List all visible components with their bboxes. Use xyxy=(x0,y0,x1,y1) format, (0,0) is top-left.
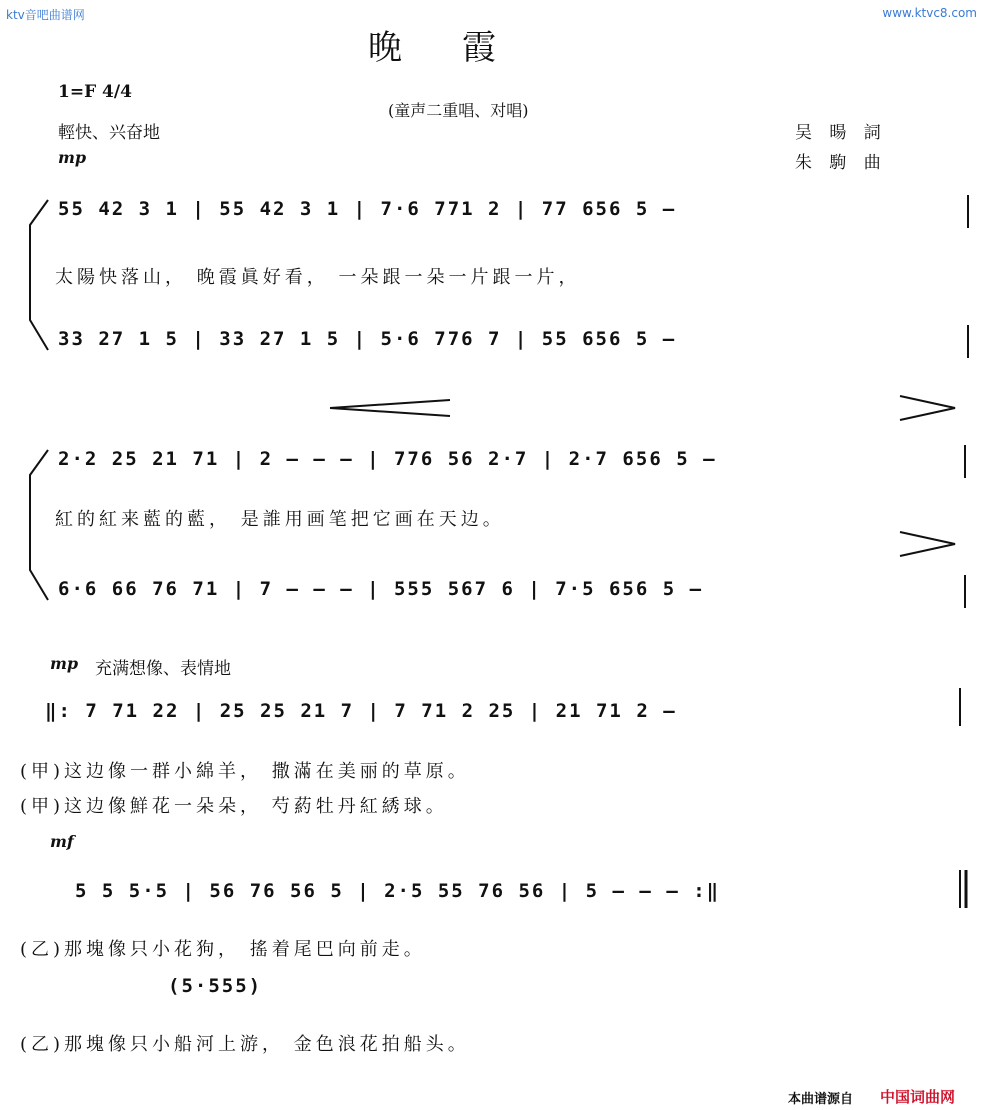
score-subtitle: (童声二重唱、对唱) xyxy=(388,101,529,120)
diminuendo-hairpin-lower xyxy=(900,532,955,556)
expression-marking: 充满想像、表情地 xyxy=(95,659,231,679)
tempo-marking: 輕快、兴奋地 xyxy=(58,123,160,143)
system2-upper-notes: 2·2 25 21 71 | 2 — — — | 776 56 2·7 | 2·7 656 5 — xyxy=(58,448,717,470)
section4-alt-notes: (5·555) xyxy=(168,975,263,997)
system2-lyrics: 紅的紅来藍的藍， 是誰用画笔把它画在天边。 xyxy=(55,509,505,530)
composer-credit: 朱 駒 曲 xyxy=(795,153,887,173)
score-title: 晚霞 xyxy=(368,28,556,68)
source-label: 本曲谱源自 xyxy=(788,1092,854,1107)
system1-lyrics: 太陽快落山， 晚霞眞好看， 一朵跟一朵一片跟一片， xyxy=(55,267,581,288)
watermark-right: www.ktvc8.com xyxy=(882,6,977,20)
dynamic-mf: mf xyxy=(50,832,74,851)
section4-lyrics-1: (乙)那塊像只小花狗， 搖着尾巴向前走。 xyxy=(20,939,426,960)
section4-notes: 5 5 5·5 | 56 76 56 5 | 2·5 55 76 56 | 5 — — — :‖ xyxy=(75,880,721,902)
system2-brace xyxy=(30,450,48,600)
section3-lyrics-2: (甲)这边像鮮花一朵朵， 芍葯牡丹紅綉球。 xyxy=(20,796,448,817)
crescendo-hairpin xyxy=(330,400,450,416)
dynamic-mp: mp xyxy=(58,148,87,167)
system1-brace xyxy=(30,200,48,350)
dynamic-mp-2: mp xyxy=(50,654,79,673)
section3-notes: ‖: 7 71 22 | 25 25 21 7 | 7 71 2 25 | 21 71 2 — xyxy=(45,700,677,722)
brand-logo: 中国词曲网 xyxy=(880,1088,956,1106)
watermark-left: ktv音吧曲谱网 xyxy=(6,8,85,22)
diminuendo-hairpin-upper xyxy=(900,396,955,420)
key-signature: 1=F 4/4 xyxy=(58,82,132,102)
system1-upper-notes: 55 42 3 1 | 55 42 3 1 | 7·6 771 2 | 77 656 5 — xyxy=(58,198,677,220)
system1-lower-notes: 33 27 1 5 | 33 27 1 5 | 5·6 776 7 | 55 656 5 — xyxy=(58,328,677,350)
system2-lower-notes: 6·6 66 76 71 | 7 — — — | 555 567 6 | 7·5 656 5 — xyxy=(58,578,704,600)
section4-lyrics-2: (乙)那塊像只小船河上游， 金色浪花拍船头。 xyxy=(20,1034,470,1055)
lyricist-credit: 吴 暘 詞 xyxy=(795,123,887,143)
section3-lyrics-1: (甲)这边像一群小綿羊， 撒滿在美丽的草原。 xyxy=(20,761,470,782)
